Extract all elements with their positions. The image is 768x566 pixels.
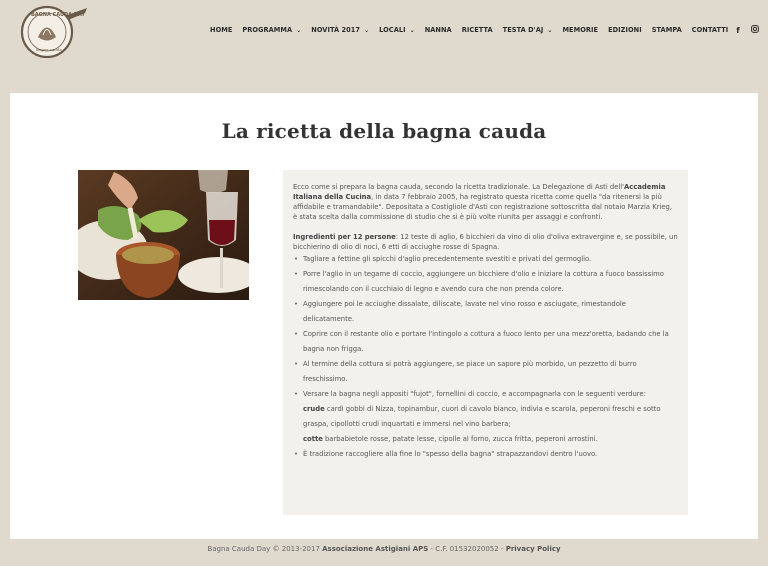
list-item: • Aggiungere poi le acciughe dissalate, diliscate, lavate nel vino rosso e asciugate, rimestandole delicatamente. <box>293 297 678 327</box>
cotte-text: barbabietole rosse, patate lesse, cipolle al forno, zucca fritta, peperoni arrostini. <box>322 435 598 443</box>
recipe-text <box>283 170 688 515</box>
organization-link[interactable]: Associazione Astigiani APS <box>322 545 429 553</box>
list-item <box>293 387 678 447</box>
instagram-icon[interactable] <box>751 25 759 35</box>
logo-graphic <box>19 4 93 58</box>
ingredients <box>293 232 678 252</box>
ingredients-label: Ingredienti per 12 persone <box>293 233 396 241</box>
recipe-intro <box>293 182 678 222</box>
main-nav <box>210 23 768 37</box>
logo-subtext: bagna caoda <box>36 47 62 52</box>
nav-item-testa-daj[interactable] <box>503 26 553 34</box>
nav-label: LOCALI <box>379 26 406 34</box>
chevron-down-icon: ⌄ <box>364 26 370 34</box>
nav-label: MEMORIE <box>562 26 599 34</box>
intro-text: Ecco come si prepara la bagna cauda, secondo la ricetta tradizionale. La Delegazione di Asti dell' <box>293 183 625 191</box>
nav-item-ricetta[interactable] <box>462 26 493 34</box>
logo-text: BAGNA CAUDA DAY <box>31 12 85 18</box>
chevron-down-icon: ⌄ <box>409 26 415 34</box>
site-logo[interactable] <box>19 4 93 58</box>
crude-label: crude <box>303 405 325 413</box>
nav-item-locali[interactable] <box>379 26 415 34</box>
nav-item-home[interactable] <box>210 26 232 34</box>
facebook-icon[interactable]: f <box>736 25 740 35</box>
nav-item-programma[interactable] <box>242 26 301 34</box>
nav-item-edizioni[interactable] <box>608 26 642 34</box>
privacy-policy-link[interactable]: Privacy Policy <box>505 545 561 553</box>
list-item: • Porre l'aglio in un tegame di coccio, aggiungere un bicchiere d'olio e iniziare la cottura a fuoco bassissimo rimescolando con il cucchiaio di legno e avendo cura che non prenda colore. <box>293 267 678 297</box>
nav-item-stampa[interactable] <box>652 26 682 34</box>
chevron-down-icon: ⌄ <box>296 26 302 34</box>
list-item: • Al termine della cottura si potrà aggiungere, se piace un sapore più morbido, un pezzetto di burro freschissimo. <box>293 357 678 387</box>
list-item: • Coprire con il restante olio e portare l'intingolo a cottura a fuoco lento per una mezz'oretta, badando che la bagna non frigga. <box>293 327 678 357</box>
nav-label: NANNA <box>424 26 452 34</box>
nav-label: CONTATTI <box>691 26 729 34</box>
ingredients-text: : 12 teste di aglio, 6 bicchieri da vino di olio d'oliva extravergine e, se possibile, un bicchierino di olio di noci, 6 etti di acciughe rosse di Spagna. <box>293 233 678 251</box>
nav-item-contatti[interactable] <box>692 26 729 34</box>
site-footer <box>0 545 768 553</box>
tax-code: - C.F. 01532020052 - <box>428 545 506 553</box>
nav-item-memorie[interactable] <box>562 26 598 34</box>
list-item: • Tagliare a fettine gli spicchi d'aglio precedentemente svestiti e privati del germoglio. <box>293 252 678 267</box>
nav-label: HOME <box>210 26 233 34</box>
recipe-steps <box>293 252 678 462</box>
site-header <box>0 0 768 60</box>
accademia-name: Accademia Italiana della Cucina <box>293 183 666 201</box>
intro-text: , in data 7 febbraio 2005, ha registrato questa ricetta come quella "da ritenersi la più affidabile e tramandabile". Depositata a Costigliole d'Asti con registrazione sottoscritta dal notaio Marzia Krieg, è stata scelta dalla commissione di studio che si è più volte riunita per assaggi e confronti. <box>293 193 673 221</box>
nav-label: NOVITÀ 2017 <box>311 26 361 34</box>
crude-text: cardi gobbi di Nizza, topinambur, cuori di cavolo bianco, indivia e scarola, peperoni freschi e sotto graspa, cipollotti crudi inquartati e immersi nel vino barbera; <box>303 405 661 428</box>
copyright-text: Bagna Cauda Day © 2013-2017 <box>207 545 323 553</box>
step-text: Versare la bagna negli appositi "fujot", fornellini di coccio, e accompagnarla con le seguenti verdure: <box>303 390 646 398</box>
nav-item-nanna[interactable] <box>425 26 452 34</box>
chevron-down-icon: ⌄ <box>547 26 553 34</box>
nav-label: EDIZIONI <box>608 26 642 34</box>
nav-label: PROGRAMMA <box>242 26 293 34</box>
content-card <box>10 93 758 539</box>
nav-item-novita-2017[interactable] <box>311 26 369 34</box>
bagna-cauda-photo <box>78 170 249 300</box>
nav-label: RICETTA <box>461 26 493 34</box>
social-links <box>736 25 768 35</box>
cotte-label: cotte <box>303 435 323 443</box>
page-title: La ricetta della bagna cauda <box>221 119 547 143</box>
list-item: • È tradizione raccogliere alla fine lo "spesso della bagna" strapazzandovi dentro l'uovo. <box>293 447 678 462</box>
nav-label: STAMPA <box>651 26 682 34</box>
nav-label: TESTA D'AJ <box>502 26 544 34</box>
